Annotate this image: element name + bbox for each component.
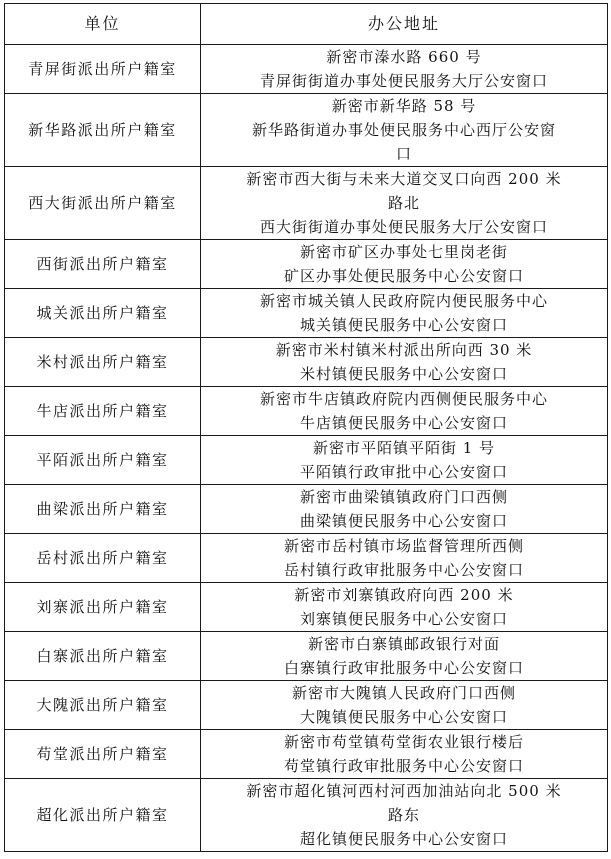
- unit-cell: 牛店派出所户籍室: [5, 387, 201, 436]
- table-row: [5, 681, 608, 730]
- table-row: [5, 730, 608, 779]
- address-cell: [201, 779, 608, 852]
- address-cell: [201, 338, 608, 387]
- address-cell: [201, 534, 608, 583]
- unit-cell: 西大街派出所户籍室: [5, 167, 201, 240]
- unit-cell: 米村派出所户籍室: [5, 338, 201, 387]
- table-row: [5, 534, 608, 583]
- address-line: 新密市白寨镇邮政银行对面: [307, 635, 500, 653]
- table-row: [5, 167, 608, 240]
- address-line: 新密市米村镇米村派出所向西 30 米: [275, 341, 533, 359]
- address-cell: [201, 681, 608, 730]
- unit-cell: 西街派出所户籍室: [5, 240, 201, 289]
- address-line: 牛店镇便民服务中心公安窗口: [299, 414, 508, 432]
- table-header-row: [5, 4, 608, 45]
- address-line: 西大街街道办事处便民服务大厅公安窗口: [259, 218, 548, 236]
- address-line: 新密市牛店镇政府院内西侧便民服务中心: [259, 390, 548, 408]
- address-line: 大隗镇便民服务中心公安窗口: [299, 708, 508, 726]
- address-line: 新密市城关镇人民政府院内便民服务中心: [259, 292, 548, 310]
- unit-cell: 曲梁派出所户籍室: [5, 485, 201, 534]
- table-row: [5, 436, 608, 485]
- table-row: [5, 583, 608, 632]
- address-line: 口: [395, 145, 412, 163]
- address-line: 矿区办事处便民服务中心公安窗口: [283, 267, 524, 285]
- office-address-table: [4, 3, 608, 852]
- table-row: [5, 338, 608, 387]
- table-row: [5, 240, 608, 289]
- address-line: 新密市刘寨镇政府向西 200 米: [294, 586, 514, 604]
- address-cell: [201, 167, 608, 240]
- table-row: [5, 289, 608, 338]
- address-line: 青屏街街道办事处便民服务大厅公安窗口: [259, 72, 548, 90]
- table-body: [5, 45, 608, 852]
- address-cell: [201, 485, 608, 534]
- unit-cell: 白寨派出所户籍室: [5, 632, 201, 681]
- address-line: 新密市曲梁镇镇政府门口西侧: [299, 488, 508, 506]
- unit-cell: 大隗派出所户籍室: [5, 681, 201, 730]
- unit-cell: 苟堂派出所户籍室: [5, 730, 201, 779]
- unit-cell: 岳村派出所户籍室: [5, 534, 201, 583]
- header-address: 办公地址: [201, 4, 608, 45]
- address-cell: [201, 289, 608, 338]
- table-row: [5, 485, 608, 534]
- address-cell: [201, 730, 608, 779]
- table-row: [5, 45, 608, 94]
- unit-cell: 刘寨派出所户籍室: [5, 583, 201, 632]
- address-line: 城关镇便民服务中心公安窗口: [299, 316, 508, 334]
- address-line: 平陌镇行政审批中心公安窗口: [299, 463, 508, 481]
- address-line: 苟堂镇行政审批服务中心公安窗口: [283, 757, 524, 775]
- address-line: 路东: [387, 806, 420, 824]
- table-row: [5, 94, 608, 167]
- table-row: [5, 779, 608, 852]
- unit-cell: 超化派出所户籍室: [5, 779, 201, 852]
- address-line: 白寨镇行政审批服务中心公安窗口: [283, 659, 524, 677]
- unit-cell: 青屏街派出所户籍室: [5, 45, 201, 94]
- address-line: 新密市溱水路 660 号: [326, 48, 482, 66]
- address-line: 新密市苟堂镇苟堂街农业银行楼后: [283, 733, 524, 751]
- address-cell: [201, 583, 608, 632]
- unit-cell: 新华路派出所户籍室: [5, 94, 201, 167]
- table-row: [5, 387, 608, 436]
- address-line: 新密市超化镇河西村河西加油站向北 500 米: [246, 782, 562, 800]
- address-line: 新华路街道办事处便民服务中心西厅公安窗: [251, 121, 556, 139]
- address-line: 曲梁镇便民服务中心公安窗口: [299, 512, 508, 530]
- address-cell: [201, 240, 608, 289]
- address-line: 米村镇便民服务中心公安窗口: [299, 365, 508, 383]
- address-line: 新密市矿区办事处七里岗老街: [299, 243, 508, 261]
- address-line: 岳村镇行政审批服务中心公安窗口: [283, 561, 524, 579]
- address-line: 新密市平陌镇平陌街 1 号: [312, 439, 496, 457]
- address-line: 新密市岳村镇市场监督管理所西侧: [283, 537, 524, 555]
- unit-cell: 平陌派出所户籍室: [5, 436, 201, 485]
- address-line: 超化镇便民服务中心公安窗口: [299, 830, 508, 848]
- address-line: 路北: [387, 194, 420, 212]
- unit-cell: 城关派出所户籍室: [5, 289, 201, 338]
- address-line: 新密市西大街与未来大道交叉口向西 200 米: [246, 170, 562, 188]
- address-line: 新密市新华路 58 号: [331, 97, 477, 115]
- address-cell: [201, 632, 608, 681]
- address-cell: [201, 94, 608, 167]
- address-cell: [201, 387, 608, 436]
- address-cell: [201, 45, 608, 94]
- header-unit: 单位: [5, 4, 201, 45]
- address-cell: [201, 436, 608, 485]
- address-line: 新密市大隗镇人民政府门口西侧: [291, 684, 516, 702]
- office-address-table-wrapper: [4, 3, 607, 852]
- address-line: 刘寨镇便民服务中心公安窗口: [299, 610, 508, 628]
- table-row: [5, 632, 608, 681]
